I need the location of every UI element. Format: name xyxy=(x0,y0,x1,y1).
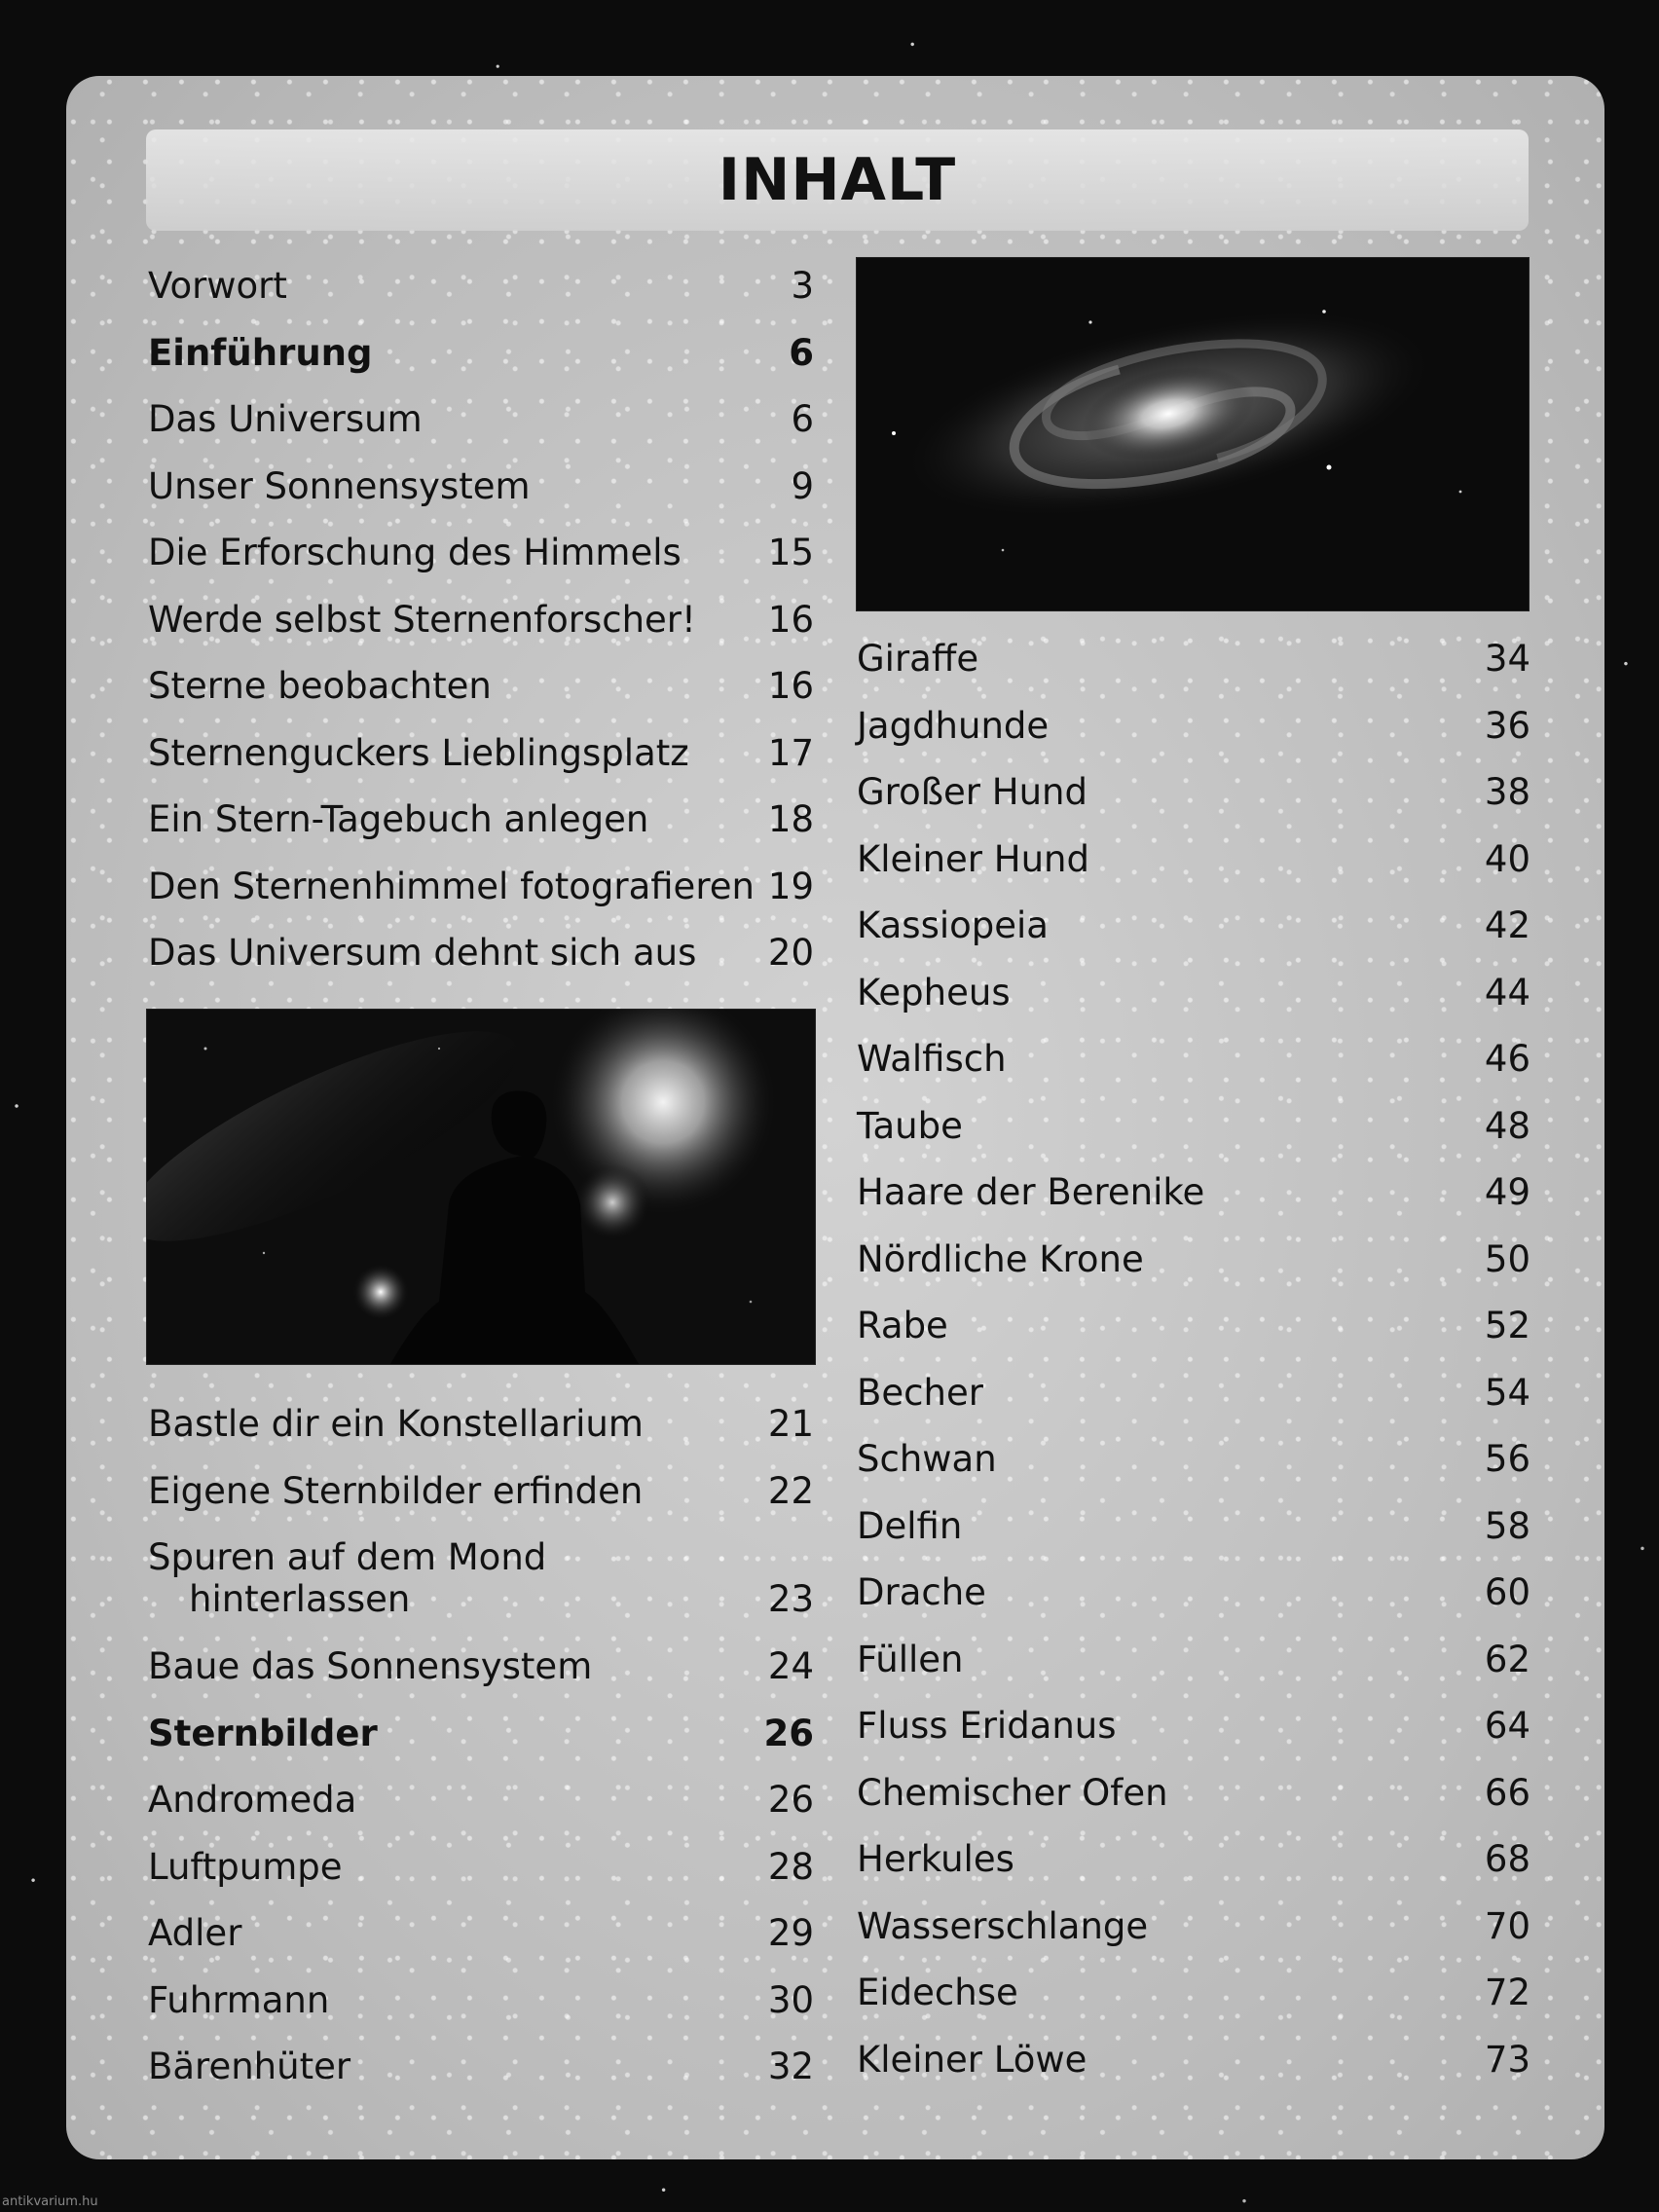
toc-entry-title: Andromeda xyxy=(148,1779,357,1821)
toc-entry-title: Die Erforschung des Himmels xyxy=(148,532,682,573)
toc-entry-page: 15 xyxy=(767,532,814,573)
toc-entry-page: 38 xyxy=(1484,771,1530,813)
toc-entry-page: 28 xyxy=(767,1845,814,1888)
watermark: antikvarium.hu xyxy=(2,2194,98,2209)
toc-entry-title: Delfin xyxy=(857,1504,963,1547)
toc-entry-title: Taube xyxy=(857,1104,963,1147)
toc-entry-page: 16 xyxy=(767,598,814,641)
toc-entry[interactable] xyxy=(148,599,814,666)
toc-entry[interactable] xyxy=(148,1779,814,1846)
toc-entry-title: Ein Stern-Tagebuch anlegen xyxy=(148,798,649,840)
toc-entry[interactable] xyxy=(148,665,814,732)
toc-entry-title: Rabe xyxy=(857,1305,948,1346)
toc-entry-page: 26 xyxy=(767,1779,814,1821)
toc-entry[interactable] xyxy=(148,932,814,999)
toc-entry[interactable] xyxy=(857,1438,1530,1505)
toc-entry-title: Wasserschlange xyxy=(857,1904,1149,1947)
toc-entry-title: Jagdhunde xyxy=(857,704,1050,747)
toc-entry-title: Sternbilder xyxy=(148,1712,378,1754)
toc-entry-page: 36 xyxy=(1484,704,1530,747)
toc-entry-page: 58 xyxy=(1484,1504,1530,1547)
toc-entry[interactable] xyxy=(148,798,814,866)
observer-silhouette-photo xyxy=(146,1009,816,1365)
toc-entry-page: 54 xyxy=(1484,1371,1530,1414)
toc-entry[interactable] xyxy=(148,1536,814,1645)
toc-entry-page: 72 xyxy=(1484,1972,1530,2013)
toc-entry[interactable] xyxy=(857,1905,1530,1972)
toc-entry[interactable] xyxy=(857,1305,1530,1372)
toc-entry[interactable] xyxy=(857,1838,1530,1905)
toc-entry[interactable] xyxy=(148,1470,814,1537)
toc-entry-page: 34 xyxy=(1484,638,1530,680)
toc-entry-page: 23 xyxy=(767,1578,814,1620)
toc-entry-page: 21 xyxy=(767,1403,814,1445)
toc-entry-page: 49 xyxy=(1484,1171,1530,1213)
galaxy-photo-svg xyxy=(857,258,1529,610)
toc-entry-title: Herkules xyxy=(857,1838,1014,1880)
toc-entry-page: 48 xyxy=(1484,1104,1530,1147)
toc-entry-title: Giraffe xyxy=(857,638,979,680)
toc-entry-page: 42 xyxy=(1484,904,1530,946)
toc-entry-page: 64 xyxy=(1484,1705,1530,1747)
toc-entry-page: 40 xyxy=(1484,837,1530,880)
toc-entry-title: Haare der Berenike xyxy=(857,1171,1205,1213)
toc-entry-title: Adler xyxy=(148,1912,242,1954)
toc-entry[interactable] xyxy=(148,1912,814,1979)
toc-entry[interactable] xyxy=(148,1403,814,1470)
spiral-galaxy-photo xyxy=(856,257,1530,611)
toc-entry-title: Luftpumpe xyxy=(148,1845,343,1888)
toc-entry[interactable] xyxy=(857,1105,1530,1172)
toc-entry-page: 26 xyxy=(763,1712,814,1754)
toc-entry[interactable] xyxy=(857,771,1530,838)
toc-entry-page: 73 xyxy=(1484,2038,1530,2081)
toc-entry-title: Eigene Sternbilder erfinden xyxy=(148,1469,644,1512)
toc-entry-title: Kleiner Hund xyxy=(857,837,1089,880)
toc-entry-title: Den Sternenhimmel fotografieren xyxy=(148,865,755,907)
toc-left-bottom xyxy=(148,1403,814,2113)
toc-entry-page: 66 xyxy=(1484,1771,1530,1814)
toc-entry-title: Walfisch xyxy=(857,1038,1007,1080)
toc-entry[interactable] xyxy=(857,1171,1530,1238)
toc-entry-title: Eidechse xyxy=(857,1972,1018,2013)
toc-entry-page: 19 xyxy=(767,865,814,907)
toc-entry-title: Werde selbst Sternenforscher! xyxy=(148,598,696,641)
toc-entry-page: 17 xyxy=(767,731,814,774)
toc-entry[interactable] xyxy=(148,866,814,933)
toc-entry-title: Das Universum dehnt sich aus xyxy=(148,932,697,974)
toc-entry-title-line2: hinterlassen xyxy=(189,1578,411,1620)
toc-entry[interactable] xyxy=(857,1372,1530,1439)
toc-entry-page: 50 xyxy=(1484,1237,1530,1280)
toc-entry-page: 20 xyxy=(767,932,814,974)
toc-entry-page: 9 xyxy=(791,464,814,507)
toc-section-heading[interactable] xyxy=(148,1713,814,1780)
toc-entry-page: 46 xyxy=(1484,1038,1530,1080)
toc-entry-title-line1: Spuren auf dem Mond xyxy=(148,1536,547,1578)
toc-entry-page: 16 xyxy=(767,665,814,707)
toc-entry-title: Becher xyxy=(857,1371,983,1414)
toc-entry[interactable] xyxy=(857,1038,1530,1105)
toc-entry-title: Sterne beobachten xyxy=(148,665,492,707)
toc-entry-title: Das Universum xyxy=(148,398,423,440)
toc-entry[interactable] xyxy=(148,1645,814,1713)
toc-entry-title: Füllen xyxy=(857,1638,964,1680)
toc-entry[interactable] xyxy=(148,1846,814,1913)
toc-entry-page: 32 xyxy=(767,2046,814,2087)
toc-entry-title: Chemischer Ofen xyxy=(857,1771,1168,1814)
toc-entry[interactable] xyxy=(857,1571,1530,1639)
toc-entry-page: 68 xyxy=(1484,1838,1530,1880)
toc-entry[interactable] xyxy=(857,904,1530,972)
toc-entry[interactable] xyxy=(148,2046,814,2113)
toc-entry[interactable] xyxy=(857,1705,1530,1772)
toc-right xyxy=(857,638,1530,2105)
toc-entry-title xyxy=(148,1536,732,1620)
toc-entry[interactable] xyxy=(148,398,814,465)
toc-entry-page: 70 xyxy=(1484,1904,1530,1947)
toc-entry-page: 52 xyxy=(1484,1305,1530,1346)
toc-entry[interactable] xyxy=(148,265,814,332)
toc-entry-page: 30 xyxy=(767,1978,814,2021)
toc-entry[interactable] xyxy=(148,465,814,533)
toc-entry-title: Kepheus xyxy=(857,971,1011,1014)
toc-entry-title: Fluss Eridanus xyxy=(857,1705,1117,1747)
toc-entry-page: 6 xyxy=(791,398,814,440)
toc-section-heading[interactable] xyxy=(148,332,814,399)
toc-entry-page: 29 xyxy=(767,1912,814,1954)
toc-entry-page: 3 xyxy=(791,265,814,307)
toc-entry[interactable] xyxy=(857,838,1530,905)
toc-entry[interactable] xyxy=(857,638,1530,705)
toc-entry[interactable] xyxy=(857,1238,1530,1306)
toc-entry-title: Baue das Sonnensystem xyxy=(148,1645,593,1687)
toc-entry-title: Drache xyxy=(857,1571,986,1613)
toc-entry-page: 24 xyxy=(767,1645,814,1687)
toc-entry-title: Vorwort xyxy=(148,265,287,307)
toc-entry[interactable] xyxy=(857,1772,1530,1839)
toc-entry-title: Nördliche Krone xyxy=(857,1237,1144,1280)
toc-entry[interactable] xyxy=(857,972,1530,1039)
toc-entry[interactable] xyxy=(857,1972,1530,2039)
toc-left-top xyxy=(148,265,814,999)
toc-entry-page: 60 xyxy=(1484,1571,1530,1613)
toc-entry[interactable] xyxy=(148,532,814,599)
toc-entry-page: 62 xyxy=(1484,1638,1530,1680)
toc-entry-title: Einführung xyxy=(148,331,373,374)
toc-entry-page: 18 xyxy=(767,798,814,840)
toc-entry-title: Fuhrmann xyxy=(148,1978,330,2021)
toc-entry-page: 22 xyxy=(767,1469,814,1512)
toc-entry-title: Kleiner Löwe xyxy=(857,2038,1088,2081)
toc-entry-title: Unser Sonnensystem xyxy=(148,464,531,507)
toc-entry[interactable] xyxy=(857,705,1530,772)
toc-entry-title: Großer Hund xyxy=(857,771,1088,813)
toc-entry[interactable] xyxy=(148,1979,814,2046)
toc-entry-page: 56 xyxy=(1484,1438,1530,1480)
toc-entry[interactable] xyxy=(857,1505,1530,1572)
toc-entry[interactable] xyxy=(857,1639,1530,1706)
observer-photo-svg xyxy=(147,1010,815,1364)
toc-entry[interactable] xyxy=(857,2039,1530,2106)
toc-entry-page: 44 xyxy=(1484,971,1530,1014)
toc-entry-title: Bärenhüter xyxy=(148,2046,351,2087)
page-title: INHALT xyxy=(718,146,957,214)
toc-entry[interactable] xyxy=(148,732,814,799)
toc-entry-title: Kassiopeia xyxy=(857,904,1049,946)
toc-entry-title: Schwan xyxy=(857,1438,997,1480)
toc-entry-page: 6 xyxy=(789,331,814,374)
toc-entry-title: Sternenguckers Lieblingsplatz xyxy=(148,731,689,774)
toc-entry-title: Bastle dir ein Konstellarium xyxy=(148,1403,644,1445)
